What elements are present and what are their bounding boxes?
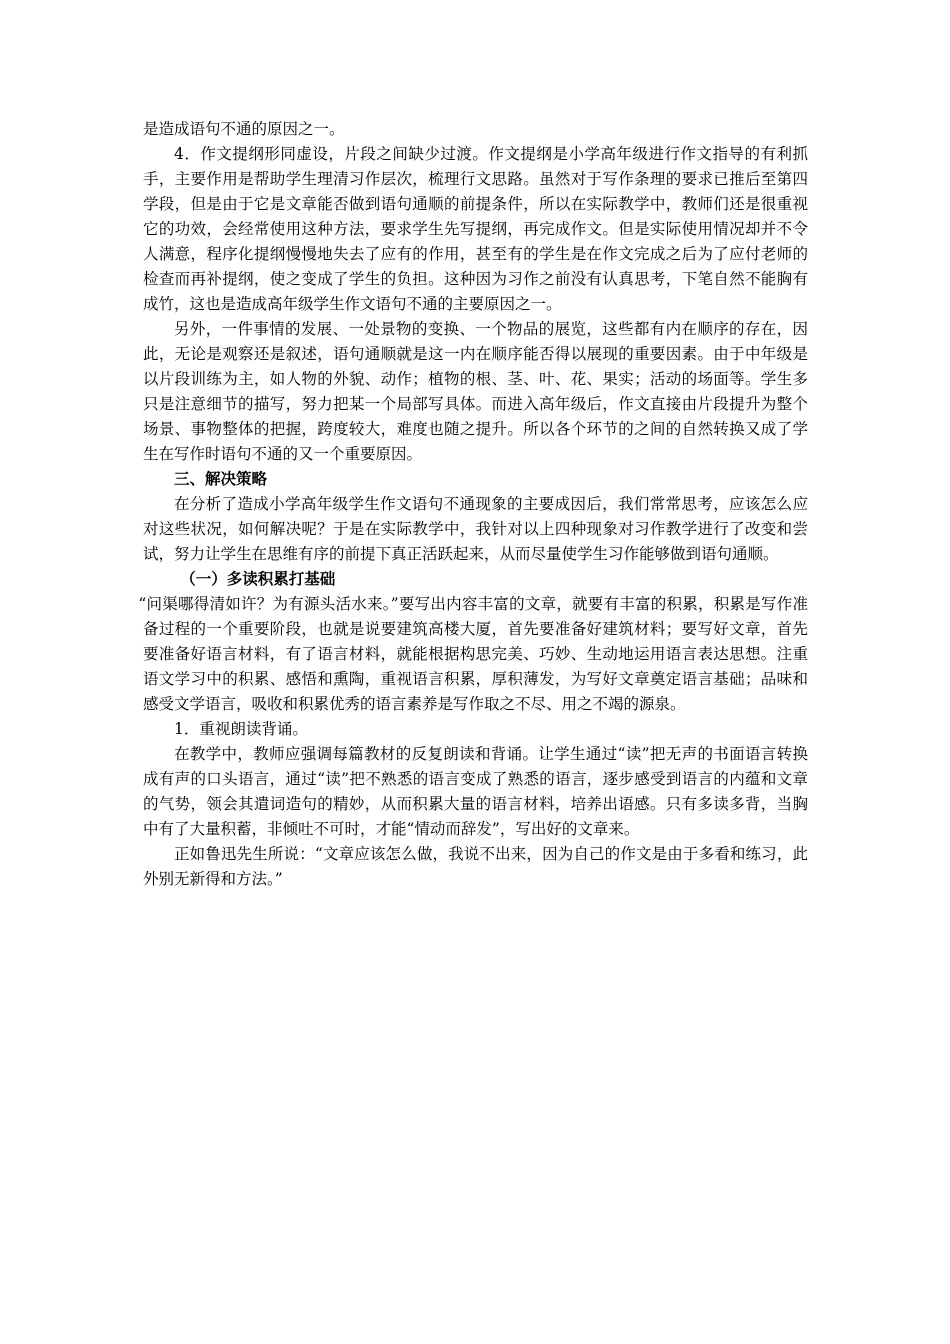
paragraph-additionally: 另外，一件事情的发展、一处景物的变换、一个物品的展览，这些都有内在顺序的存在，因此，无论是观察还是叙述，语句通顺就是这一内在顺序能否得以展现的重要因素。由于中年级是以片段训练为主，如人物的外貌、动作；植物的根、茎、叶、花、果实；活动的场面等。学生多只是注意细节的描写，努力把某一个局部写具体。而进入高年级后，作文直接由片段提升为整个场景、事物整体的把握，跨度较大，难度也随之提升。所以各个环节的之间的自然转换又成了学生在写作时语句不通的又一个重要原因。: [143, 320, 808, 463]
paragraph-teaching: 在教学中，教师应强调每篇教材的反复朗读和背诵。让学生通过“读”把无声的书面语言转换成有声的口头语言，通过“读”把不熟悉的语言变成了熟悉的语言，逐步感受到语言的内蕴和文章的气势，领会其遣词造句的精妙，从而积累大量的语言材料，培养出语感。只有多读多背，当胸中有了大量积蓄，非倾吐不可时，才能“情动而辞发”，写出好的文章来。: [143, 745, 808, 838]
paragraph-solutions-intro: 在分析了造成小学高年级学生作文语句不通现象的主要成因后，我们常常思考，应该怎么应对这些状况，如何解决呢？于是在实际教学中，我针对以上四种现象对习作教学进行了改变和尝试，努力让学生在思维有序的前提下真正活跃起来，从而尽量使学生习作能够做到语句通顺。: [143, 495, 808, 563]
list-item-recitation: 1．重视朗读背诵。: [174, 720, 308, 738]
section-heading-solutions: 三、解决策略: [174, 470, 268, 488]
paragraph-accumulation: “问渠哪得清如许？为有源头活水来。”要写出内容丰富的文章，就要有丰富的积累，积累是写作准备过程的一个重要阶段，也就是说要建筑高楼大厦，首先要准备好建筑材料；要写好文章，首先要准备好语言材料，有了语言材料，就能根据构思完美、巧妙、生动地运用语言表达思想。注重语文学习中的积累、感悟和熏陶，重视语言积累，厚积薄发，为写好文章奠定语言基础；品味和感受文学语言，吸收和积累优秀的语言素养是写作取之不尽、用之不竭的源泉。: [138, 595, 808, 713]
subsection-heading-reading: （一）多读积累打基础: [180, 570, 336, 588]
paragraph-continuation: 是造成语句不通的原因之一。: [143, 120, 345, 138]
document-page: [138, 117, 808, 892]
paragraph-point-4: 4．作文提纲形同虚设，片段之间缺少过渡。作文提纲是小学高年级进行作文指导的有利抓手，主要作用是帮助学生理清习作层次，梳理行文思路。虽然对于写作条理的要求已推后至第四学段，但是由于它是文章能否做到语句通顺的前提条件，所以在实际教学中，教师们还是很重视它的功效，会经常使用这种方法，要求学生先写提纲，再完成作文。但是实际使用情况却并不令人满意，程序化提纲慢慢地失去了应有的作用，甚至有的学生是在作文完成之后为了应付老师的检查而再补提纲，使之变成了学生的负担。这种因为习作之前没有认真思考，下笔自然不能胸有成竹，这也是造成高年级学生作文语句不通的主要原因之一。: [143, 145, 808, 313]
paragraph-lu-xun-quote: 正如鲁迅先生所说：“文章应该怎么做，我说不出来，因为自己的作文是由于多看和练习，此外别无新得和方法。”: [143, 845, 808, 888]
